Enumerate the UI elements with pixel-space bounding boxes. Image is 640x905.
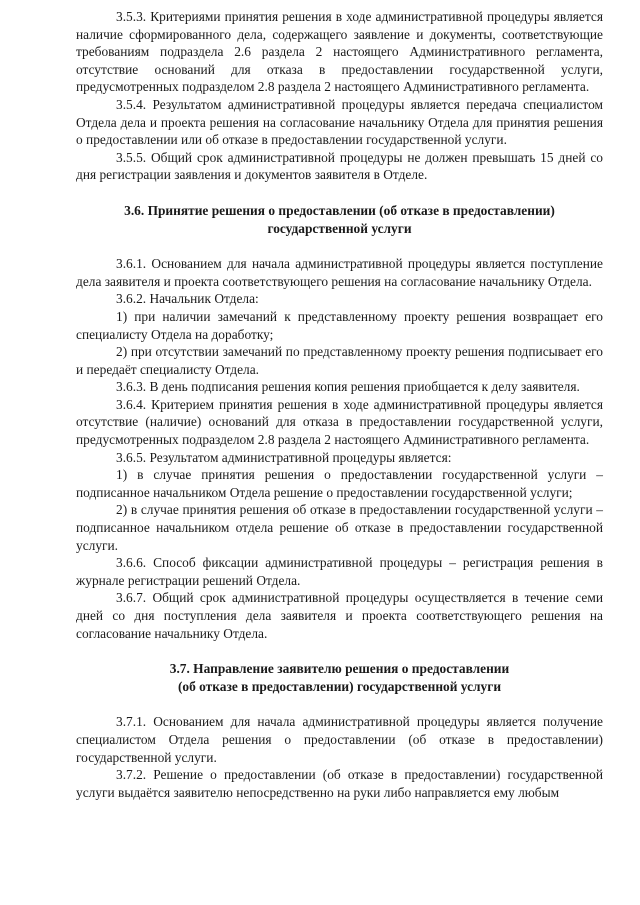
paragraph-3-6-3: 3.6.3. В день подписания решения копия решения приобщается к делу заявителя.: [116, 379, 580, 395]
paragraph-3-6-5: 3.6.5. Результатом административной процедуры является:: [116, 449, 452, 465]
paragraph-3-6-2-item-2: 2) при отсутствии замечаний по представленному проекту решения подписывает его и передаёт специалисту Отдела.: [76, 344, 603, 377]
section-heading-3-6-line-1: 3.6. Принятие решения о предоставлении (об отказе в предоставлении): [124, 202, 555, 218]
paragraph-3-6-5-item-2: 2) в случае принятия решения об отказе в предоставлении государственной услуги – подписанное начальником отдела решение об отказе в предоставлении государственной услуги.: [76, 502, 603, 553]
paragraph-3-6-2: 3.6.2. Начальник Отдела:: [116, 291, 259, 307]
paragraph-3-6-5-item-1: 1) в случае принятия решения о предоставлении государственной услуги – подписанное начальником Отдела решение о предоставлении государственной услуги;: [76, 467, 603, 500]
section-heading-3-7-line-1: 3.7. Направление заявителю решения о предоставлении: [169, 661, 510, 677]
paragraph-3-5-4: 3.5.4. Результатом административной процедуры является передача специалистом Отдела дела и проекта решения на согласование начальнику Отдела для принятия решения о предоставлении или об отказе в предоставлении государственной услуги.: [76, 96, 603, 148]
section-heading-3-7: [76, 660, 603, 695]
paragraph-3-5-5: 3.5.5. Общий срок административной процедуры не должен превышать 15 дней со дня регистрации заявления и документов заявителя в Отделе.: [76, 149, 603, 183]
section-heading-3-7-line-2: (об отказе в предоставлении) государственной услуги: [177, 678, 502, 694]
paragraph-3-7-2: 3.7.2. Решение о предоставлении (об отказе в предоставлении) государственной услуги выдаётся заявителю непосредственно на руки либо направляется ему любым: [76, 767, 603, 800]
paragraph-3-6-2-item-1: 1) при наличии замечаний к представленному проекту решения возвращает его специалисту Отдела на доработку;: [76, 308, 603, 342]
paragraph-3-6-4: 3.6.4. Критерием принятия решения в ходе административной процедуры является отсутствие (наличие) оснований для отказа в предоставлении государственной услуги, предусмотренных подразделом 2.8 раздела 2 настоящего Административного регламента.: [76, 396, 603, 448]
paragraph-3-6-7: 3.6.7. Общий срок административной процедуры осуществляется в течение семи дней со дня поступления дела заявителя и проекта соответствующего решения на согласование начальнику Отдела.: [76, 590, 603, 641]
section-heading-3-6-line-2: государственной услуги: [267, 220, 412, 236]
section-heading-3-6: [76, 202, 603, 237]
paragraph-3-6-1: 3.6.1. Основанием для начала административной процедуры является поступление дела заявителя и проекта соответствующего решения на согласование начальнику Отдела.: [76, 256, 603, 289]
paragraph-3-5-3: 3.5.3. Критериями принятия решения в ходе административной процедуры является наличие сформированного дела, содержащего заявление и документы, соответствующие требованиям подраздела 2.6 раздела 2 настоящего Административного регламента, отсутствие оснований для отказа в предоставлении государственной услуги, предусмотренных подразделом 2.8 раздела 2 настоящего Административного регламента.: [76, 9, 603, 95]
document-page: [76, 8, 603, 801]
paragraph-3-7-1: 3.7.1. Основанием для начала административной процедуры является получение специалистом Отдела решения о предоставлении (об отказе в предоставлении) государственной услуги.: [76, 714, 603, 765]
paragraph-3-6-6: 3.6.6. Способ фиксации административной процедуры – регистрация решения в журнале регистрации решений Отдела.: [76, 555, 603, 588]
